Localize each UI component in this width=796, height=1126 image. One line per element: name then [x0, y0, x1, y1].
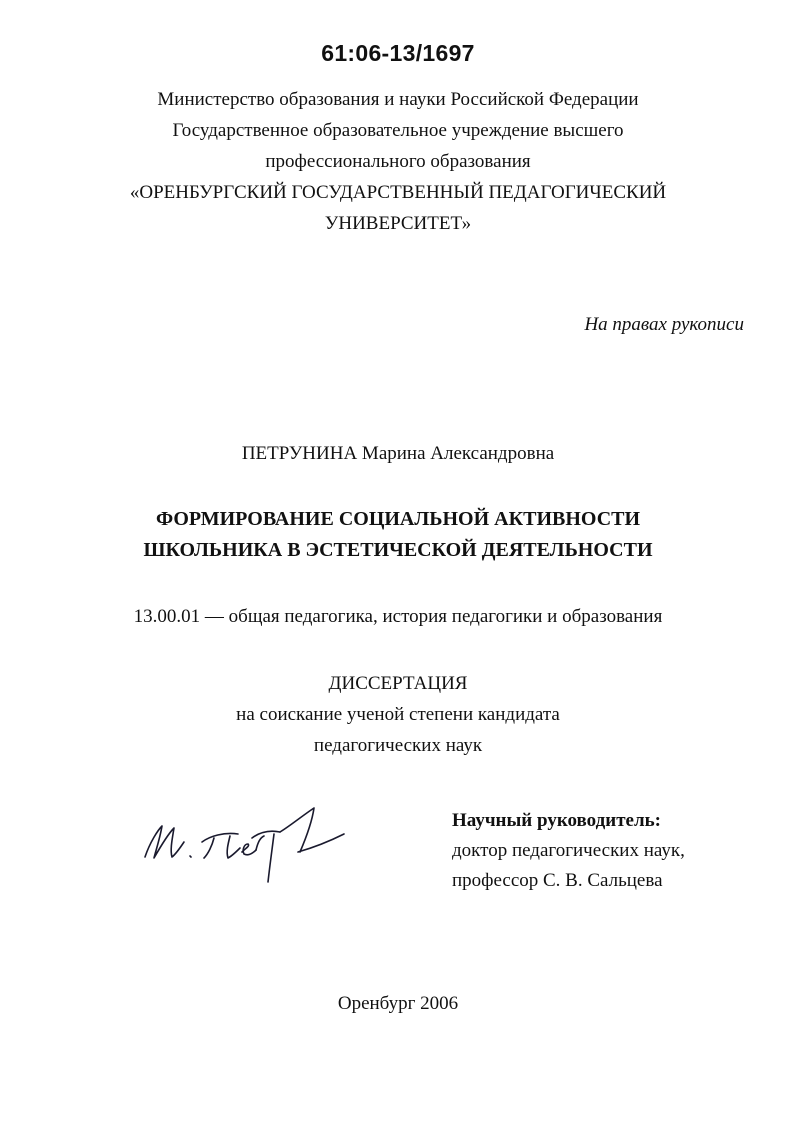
degree-line-2: педагогических наук: [313, 735, 483, 756]
supervisor-degree: доктор педагогических наук,: [452, 840, 685, 861]
title-line-1: ФОРМИРОВАНИЕ СОЦИАЛЬНОЙ АКТИВНОСТИ: [155, 508, 641, 530]
author-name: ПЕТРУНИНА Марина Александровна: [241, 443, 555, 464]
institution-line-ministry: Министерство образования и науки Российской Федерации: [157, 89, 639, 110]
supervisor-heading: Научный руководитель:: [452, 810, 661, 831]
title-line-2: ШКОЛЬНИКА В ЭСТЕТИЧЕСКОЙ ДЕЯТЕЛЬНОСТИ: [143, 539, 653, 561]
dissertation-block: [0, 668, 796, 761]
institution-line-state: Государственное образовательное учреждение высшего: [172, 120, 624, 141]
dissertation-title: [0, 504, 796, 566]
rights-note: На правах рукописи: [584, 314, 744, 335]
degree-line-1: на соискание ученой степени кандидата: [236, 704, 560, 725]
institution-block: [0, 84, 796, 239]
city-year: Оренбург 2006: [337, 993, 459, 1014]
handwritten-signature: [140, 802, 350, 892]
dissertation-heading: ДИССЕРТАЦИЯ: [328, 673, 468, 694]
institution-line-university-end: УНИВЕРСИТЕТ»: [324, 213, 472, 234]
institution-line-university: «ОРЕНБУРГСКИЙ ГОСУДАРСТВЕННЫЙ ПЕДАГОГИЧЕСКИЙ: [129, 182, 667, 203]
specialty-line: 13.00.01 — общая педагогика, история педагогики и образования: [133, 606, 663, 627]
supervisor-name: профессор С. В. Сальцева: [452, 870, 663, 891]
document-code: 61:06-13/1697: [321, 40, 475, 66]
supervisor-block: [452, 806, 685, 896]
institution-line-education: профессионального образования: [265, 151, 531, 172]
